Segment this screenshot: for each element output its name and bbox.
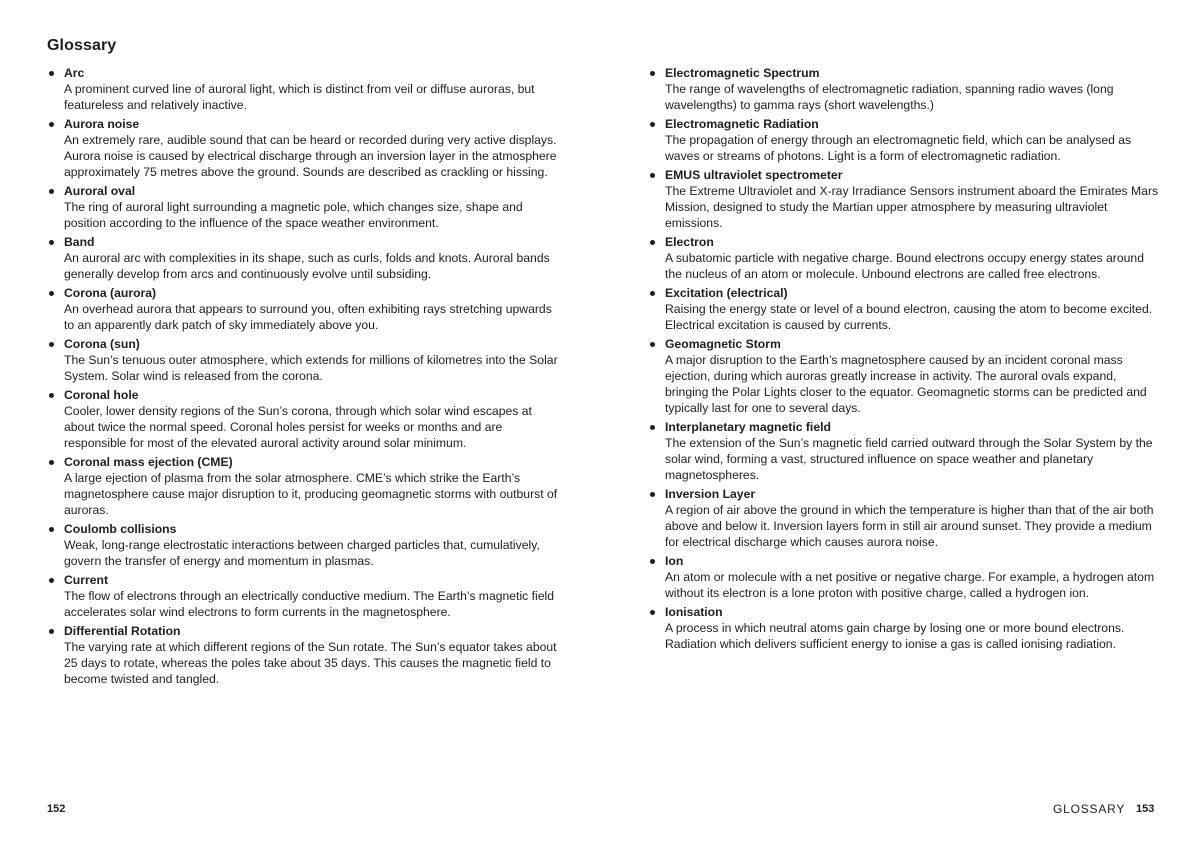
glossary-definition: The Sun’s tenuous outer atmosphere, which extends for millions of kilometres into the Solar System. Solar wind is released from the corona. <box>64 353 558 383</box>
glossary-entry <box>64 285 564 333</box>
glossary-term: Coulomb collisions <box>64 522 177 536</box>
glossary-entry <box>64 234 564 282</box>
glossary-term: Coronal hole <box>64 388 139 402</box>
running-head: GLOSSARY <box>1053 802 1126 816</box>
glossary-term: Excitation (electrical) <box>665 286 788 300</box>
glossary-entry <box>665 234 1160 282</box>
glossary-term: Inversion Layer <box>665 487 756 501</box>
glossary-definition: The ring of auroral light surrounding a magnetic pole, which changes size, shape and position according to the influence of the space weather environment. <box>64 200 523 230</box>
glossary-entry <box>64 183 564 231</box>
glossary-definition: The flow of electrons through an electrically conductive medium. The Earth’s magnetic field accelerates solar wind electrons to form currents in the magnetosphere. <box>64 589 555 619</box>
glossary-entry <box>665 167 1160 231</box>
glossary-definition: An auroral arc with complexities in its shape, such as curls, folds and knots. Auroral bands generally develop from arcs and continuously evolve until subsiding. <box>64 251 550 281</box>
glossary-term: Current <box>64 573 109 587</box>
glossary-entry <box>64 387 564 451</box>
glossary-entry <box>665 553 1160 601</box>
glossary-entry <box>64 454 564 518</box>
glossary-entry <box>64 572 564 620</box>
glossary-definition: Weak, long-range electrostatic interactions between charged particles that, cumulatively, govern the transfer of energy and momentum in plasmas. <box>64 538 540 568</box>
glossary-definition: A region of air above the ground in which the temperature is higher than that of the air both above and below it. Inversion layers form in still air around sunset. They provide a medium for electrical discharge which causes aurora noise. <box>665 503 1154 549</box>
glossary-term: Geomagnetic Storm <box>665 337 781 351</box>
glossary-definition: An overhead aurora that appears to surround you, often exhibiting rays stretching upwards to an apparently dark patch of sky immediately above you. <box>64 302 552 332</box>
glossary-term: Electromagnetic Spectrum <box>665 66 820 80</box>
glossary-definition: A large ejection of plasma from the solar atmosphere. CME’s which strike the Earth’s magnetosphere cause major disruption to it, producing geomagnetic storms with outburst of auroras. <box>64 471 558 517</box>
glossary-entry <box>665 65 1160 113</box>
glossary-term: Corona (aurora) <box>64 286 157 300</box>
glossary-term: Differential Rotation <box>64 624 181 638</box>
glossary-entry <box>665 486 1160 550</box>
glossary-entry <box>665 285 1160 333</box>
right-page <box>600 0 1200 850</box>
glossary-definition: An atom or molecule with a net positive or negative charge. For example, a hydrogen atom without its electron is a lone proton with positive charge, called a hydrogen ion. <box>665 570 1155 600</box>
glossary-definition: A subatomic particle with negative charge. Bound electrons occupy energy states around the nucleus of an atom or molecule. Unbound electrons are called free electrons. <box>665 251 1144 281</box>
glossary-definition: The varying rate at which different regions of the Sun rotate. The Sun’s equator takes about 25 days to rotate, whereas the poles take about 35 days. This causes the magnetic field to become twisted and tangled. <box>64 640 557 686</box>
glossary-list-right <box>665 65 1160 655</box>
glossary-entry <box>665 336 1160 416</box>
glossary-term: Coronal mass ejection (CME) <box>64 455 233 469</box>
glossary-term: EMUS ultraviolet spectrometer <box>665 168 843 182</box>
glossary-definition: A process in which neutral atoms gain charge by losing one or more bound electrons. Radiation which delivers sufficient energy to ionise a gas is called ionising radiation. <box>665 621 1125 651</box>
glossary-definition: A major disruption to the Earth’s magnetosphere caused by an incident coronal mass ejection, during which auroras greatly increase in activity. The auroral ovals expand, bringing the Polar Lights closer to the equator. Geomagnetic storms can be predicted and typically last for one to several days. <box>665 353 1147 415</box>
glossary-definition: The range of wavelengths of electromagnetic radiation, spanning radio waves (long wavelengths) to gamma rays (short wavelengths.) <box>665 82 1114 112</box>
glossary-term: Band <box>64 235 95 249</box>
glossary-term: Ion <box>665 554 684 568</box>
glossary-entry <box>64 65 564 113</box>
glossary-entry <box>64 336 564 384</box>
glossary-term: Electron <box>665 235 714 249</box>
glossary-term: Ionisation <box>665 605 723 619</box>
glossary-term: Interplanetary magnetic field <box>665 420 831 434</box>
page-number-left: 152 <box>47 803 66 815</box>
glossary-definition: Raising the energy state or level of a bound electron, causing the atom to become excited. Electrical excitation is caused by currents. <box>665 302 1153 332</box>
glossary-term: Electromagnetic Radiation <box>665 117 819 131</box>
glossary-definition: Cooler, lower density regions of the Sun’s corona, through which solar wind escapes at about twice the normal speed. Coronal holes persist for weeks or months and are responsible for most of the elevated auroral activity around solar minimum. <box>64 404 532 450</box>
glossary-term: Aurora noise <box>64 117 140 131</box>
glossary-entry <box>665 604 1160 652</box>
glossary-list-left <box>64 65 564 690</box>
glossary-entry <box>64 623 564 687</box>
glossary-term: Auroral oval <box>64 184 136 198</box>
page-number-right: 153 <box>1136 803 1155 815</box>
glossary-entry <box>665 116 1160 164</box>
glossary-entry <box>665 419 1160 483</box>
page-title: Glossary <box>47 37 117 54</box>
glossary-definition: The Extreme Ultraviolet and X-ray Irradiance Sensors instrument aboard the Emirates Mars Mission, designed to study the Martian upper atmosphere by measuring ultraviolet emissions. <box>665 184 1159 230</box>
glossary-definition: An extremely rare, audible sound that can be heard or recorded during very active displays. Aurora noise is caused by electrical discharge through an inversion layer in the atmosphere approximately 75 metres above the ground. Sounds are described as crackling or hissing. <box>64 133 557 179</box>
glossary-definition: The propagation of energy through an electromagnetic field, which can be analysed as waves or streams of photons. Light is a form of electromagnetic radiation. <box>665 133 1132 163</box>
glossary-definition: The extension of the Sun’s magnetic field carried outward through the Solar System by the solar wind, forming a vast, structured influence on space weather and planetary magnetospheres. <box>665 436 1153 482</box>
glossary-definition: A prominent curved line of auroral light, which is distinct from veil or diffuse auroras, but featureless and relatively inactive. <box>64 82 535 112</box>
glossary-term: Arc <box>64 66 85 80</box>
glossary-entry <box>64 521 564 569</box>
glossary-entry <box>64 116 564 180</box>
glossary-term: Corona (sun) <box>64 337 140 351</box>
